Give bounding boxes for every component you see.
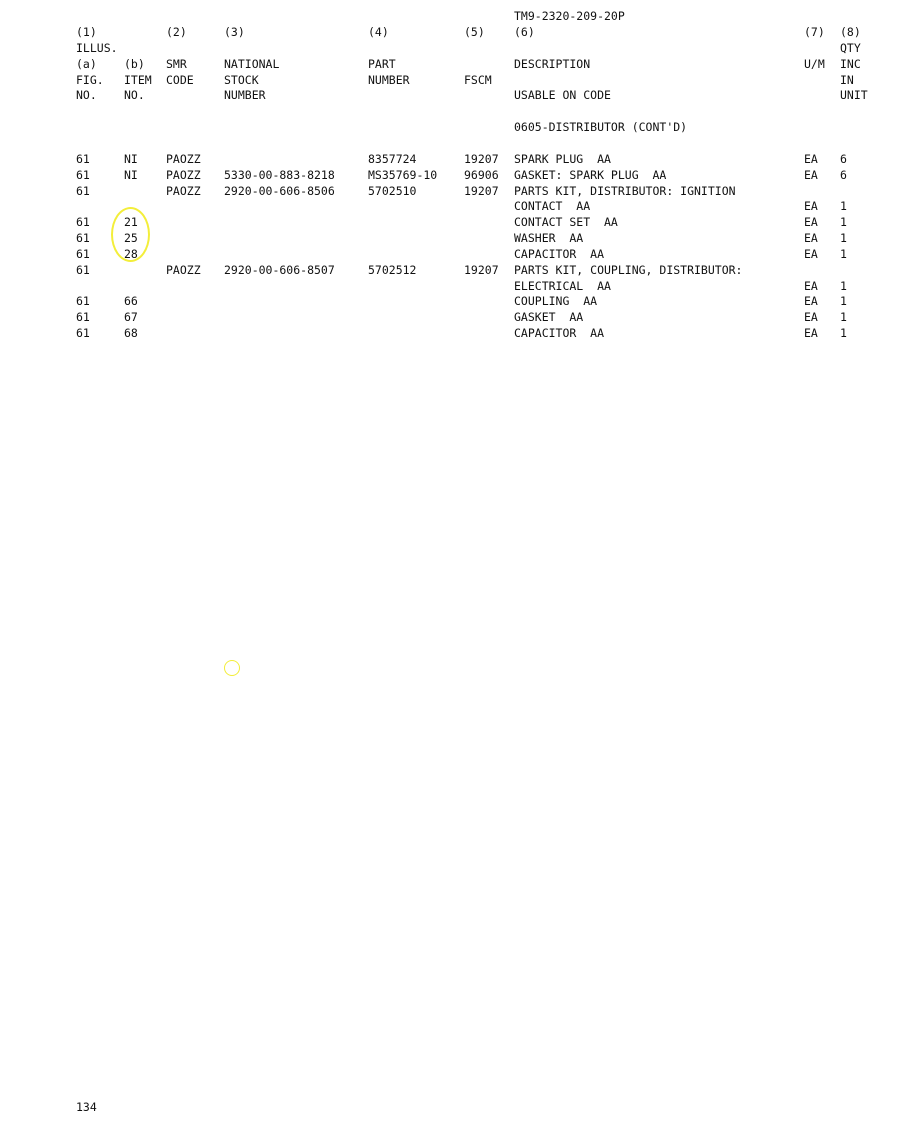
cell-desc: CAPACITOR AA (514, 247, 605, 261)
cell-fscm: 19207 (464, 184, 499, 198)
cell-qty: 6 (840, 168, 847, 182)
header-col6-label2: USABLE ON CODE (514, 88, 611, 102)
cell-fscm: 96906 (464, 168, 499, 182)
cell-fig: 61 (76, 247, 90, 261)
header-col3-label2: STOCK (224, 73, 259, 87)
cell-um: EA (804, 231, 818, 245)
header-col2-label2: CODE (166, 73, 194, 87)
cell-um: EA (804, 152, 818, 166)
header-col7-label: U/M (804, 57, 825, 71)
cell-item: 68 (124, 326, 138, 340)
cell-desc: PARTS KIT, COUPLING, DISTRIBUTOR: (514, 263, 743, 277)
cell-fig: 61 (76, 184, 90, 198)
section-title: 0605-DISTRIBUTOR (CONT'D) (514, 120, 688, 134)
page-number: 134 (76, 1100, 97, 1114)
header-col5-number: (5) (464, 25, 485, 39)
header-col6-label1: DESCRIPTION (514, 57, 591, 71)
cell-desc: COUPLING AA (514, 294, 598, 308)
cell-desc: GASKET: SPARK PLUG AA (514, 168, 667, 182)
cell-nsn: 2920-00-606-8507 (224, 263, 335, 277)
header-col6-number: (6) (514, 25, 535, 39)
cell-part: 5702512 (368, 263, 417, 277)
header-col2-number: (2) (166, 25, 187, 39)
header-col1a-label2: NO. (76, 88, 97, 102)
header-col4-label1: PART (368, 57, 396, 71)
header-col1b-label2: NO. (124, 88, 145, 102)
cell-qty: 1 (840, 326, 847, 340)
cell-part: 8357724 (368, 152, 417, 166)
cell-item: NI (124, 168, 138, 182)
header-col1b-number: (b) (124, 57, 145, 71)
cell-qty: 1 (840, 215, 847, 229)
header-col2-label1: SMR (166, 57, 187, 71)
cell-um: EA (804, 294, 818, 308)
header-col7-number: (7) (804, 25, 825, 39)
cell-um: EA (804, 247, 818, 261)
header-col3-label1: NATIONAL (224, 57, 280, 71)
header-col8-label2: INC (840, 57, 861, 71)
cell-fscm: 19207 (464, 152, 499, 166)
cell-smr: PAOZZ (166, 184, 201, 198)
header-col4-label2: NUMBER (368, 73, 410, 87)
header-col8-label3: IN (840, 73, 854, 87)
document-id: TM9-2320-209-20P (514, 9, 625, 23)
highlight-circle-marker (224, 660, 240, 676)
cell-qty: 6 (840, 152, 847, 166)
header-col4-number: (4) (368, 25, 389, 39)
cell-qty: 1 (840, 294, 847, 308)
cell-desc: PARTS KIT, DISTRIBUTOR: IGNITION (514, 184, 736, 198)
highlight-ellipse-annotation (111, 207, 150, 262)
cell-fig: 61 (76, 152, 90, 166)
cell-nsn: 2920-00-606-8506 (224, 184, 335, 198)
cell-desc: CONTACT SET AA (514, 215, 618, 229)
header-col1-label: ILLUS. (76, 41, 118, 55)
cell-smr: PAOZZ (166, 263, 201, 277)
header-col3-label3: NUMBER (224, 88, 266, 102)
header-col8-label4: UNIT (840, 88, 868, 102)
header-col8-label1: QTY (840, 41, 861, 55)
cell-desc: ELECTRICAL AA (514, 279, 611, 293)
cell-desc: GASKET AA (514, 310, 584, 324)
header-col8-number: (8) (840, 25, 861, 39)
cell-desc: CONTACT AA (514, 199, 591, 213)
cell-item: 25 (124, 231, 138, 245)
header-col3-number: (3) (224, 25, 245, 39)
cell-item: NI (124, 152, 138, 166)
cell-um: EA (804, 168, 818, 182)
header-col5-label: FSCM (464, 73, 492, 87)
cell-desc: CAPACITOR AA (514, 326, 605, 340)
cell-um: EA (804, 310, 818, 324)
cell-um: EA (804, 199, 818, 213)
cell-qty: 1 (840, 279, 847, 293)
cell-fig: 61 (76, 310, 90, 324)
cell-um: EA (804, 279, 818, 293)
cell-desc: SPARK PLUG AA (514, 152, 611, 166)
cell-qty: 1 (840, 247, 847, 261)
cell-fig: 61 (76, 294, 90, 308)
cell-fscm: 19207 (464, 263, 499, 277)
cell-item: 21 (124, 215, 138, 229)
cell-part: MS35769-10 (368, 168, 438, 182)
cell-um: EA (804, 215, 818, 229)
cell-smr: PAOZZ (166, 168, 201, 182)
header-col1-number: (1) (76, 25, 97, 39)
cell-um: EA (804, 326, 818, 340)
cell-qty: 1 (840, 231, 847, 245)
cell-fig: 61 (76, 326, 90, 340)
cell-item: 66 (124, 294, 138, 308)
cell-nsn: 5330-00-883-8218 (224, 168, 335, 182)
cell-desc: WASHER AA (514, 231, 584, 245)
header-col1a-label1: FIG. (76, 73, 104, 87)
cell-part: 5702510 (368, 184, 417, 198)
cell-item: 28 (124, 247, 138, 261)
cell-fig: 61 (76, 263, 90, 277)
cell-fig: 61 (76, 215, 90, 229)
cell-qty: 1 (840, 199, 847, 213)
header-col1a-number: (a) (76, 57, 97, 71)
cell-fig: 61 (76, 168, 90, 182)
header-col1b-label1: ITEM (124, 73, 152, 87)
cell-qty: 1 (840, 310, 847, 324)
cell-smr: PAOZZ (166, 152, 201, 166)
cell-fig: 61 (76, 231, 90, 245)
cell-item: 67 (124, 310, 138, 324)
